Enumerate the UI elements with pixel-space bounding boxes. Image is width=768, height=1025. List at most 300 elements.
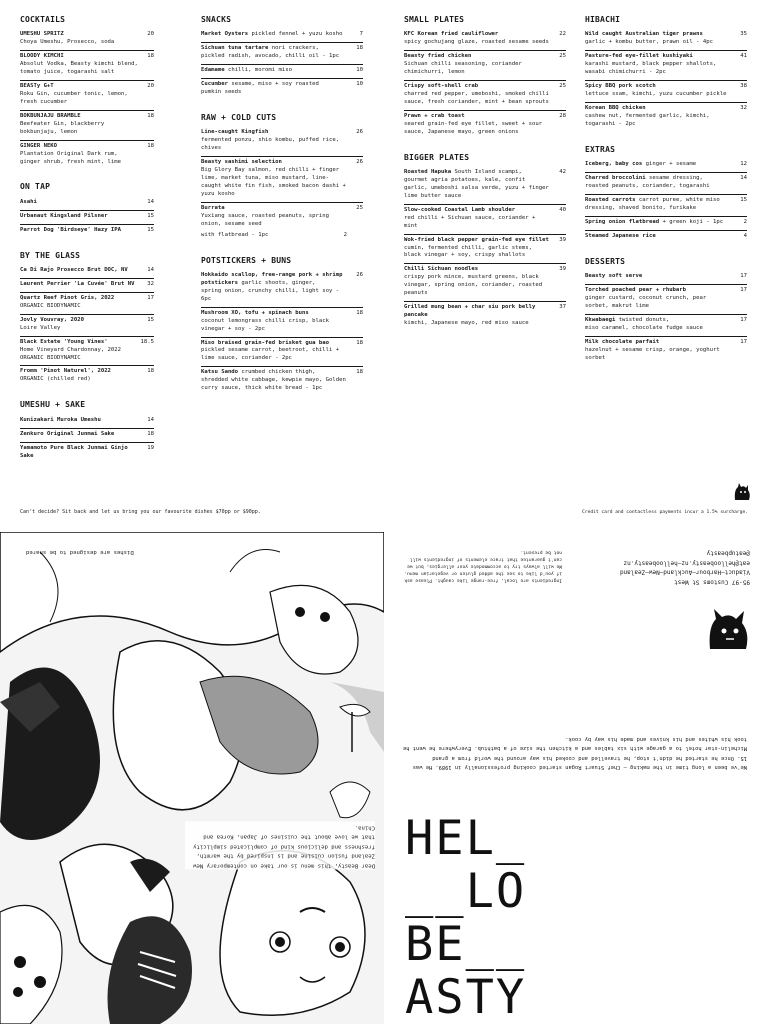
- item-price: 40: [559, 206, 566, 213]
- address-line-2: Viaduct—Harbour—Auckland—New—Zealand: [619, 568, 750, 576]
- item-extra-label: with flatbread - 1pc: [201, 231, 269, 238]
- item-inline-desc: nori crackers,: [271, 45, 319, 52]
- menu-item-list: [201, 29, 363, 100]
- item-price: 20: [147, 83, 154, 90]
- item-name: Prawn + crab toast: [404, 112, 465, 119]
- menu-item: [585, 337, 747, 366]
- item-description: Plantation Original Dark rum, ginger shrub, fresh mint, lime: [20, 150, 122, 165]
- item-name: Grilled mung bean + char siu pork belly pancake: [404, 304, 536, 319]
- item-name: Korean BBQ chicken: [585, 104, 646, 111]
- menu-item-list: [20, 415, 154, 464]
- item-description: karashi mustard, black pepper shallots, wasabi chimichurri - 2pc: [585, 61, 717, 76]
- item-heading: [20, 431, 138, 439]
- intro-paragraph: Dear Beasty, this menu is our take on contemporary New Zealand fusion cuisine and is inspired by the warmth, freshness and delicious kind of complicated simplicity that we love about the cuisines of Japan, Korea and China.: [185, 822, 375, 870]
- item-name: BLOODY KIMCHI: [20, 53, 64, 60]
- item-inline-desc: sesame, miso + soy roasted: [231, 81, 319, 88]
- menu-item: [20, 279, 154, 293]
- menu-item: [585, 173, 747, 195]
- item-heading: [404, 83, 550, 91]
- address-line-1: 95-97 Customs St West: [674, 578, 750, 586]
- menu-item: [585, 159, 747, 173]
- item-name: Chilli Sichuan noodles: [404, 266, 479, 273]
- item-name: Quartz Reef Pinot Gris, 2022: [20, 294, 115, 301]
- item-description: Big Glory Bay salmon, red chilli + finger lime, market tuna, miso mustard, line-caught white fin fish, smoked bacon dashi + yuzu kosho: [201, 167, 346, 197]
- item-name: Pasture-fed eye-fillet kushiyaki: [585, 53, 693, 60]
- item-name: Iceberg, baby cos: [585, 161, 643, 168]
- item-heading: [20, 281, 138, 289]
- item-description: lettuce ssam, kimchi, yuzu cucumber pickle: [585, 90, 727, 97]
- item-heading: [20, 295, 138, 303]
- item-name: Yamamoto Pure Black Junmai Ginjo Sake: [20, 444, 128, 459]
- item-heading: [404, 237, 550, 245]
- menu-item: [20, 429, 154, 443]
- item-heading: [201, 129, 347, 137]
- item-price: 14: [147, 416, 154, 423]
- item-heading: [20, 113, 138, 121]
- menu-item-list: [20, 265, 154, 387]
- menu-item: [585, 29, 747, 51]
- menu-item: [20, 141, 154, 170]
- item-heading: [585, 197, 731, 205]
- allergy-note: Ingredients are local, free-range like caught. Please ask if you'd like to see the added gluten or vegetarian menu. We will always try to accommodate your allergies, but we can't guarantee that trace elements of ingredients will not be present.: [404, 549, 562, 583]
- item-price: 25: [559, 53, 566, 60]
- menu-column-hibachi: [585, 14, 747, 377]
- item-price: 18: [147, 430, 154, 437]
- item-name: Edamame: [201, 67, 225, 74]
- menu-item: [20, 51, 154, 81]
- item-price: 26: [356, 271, 363, 278]
- menu-item-list: [585, 29, 747, 131]
- item-name: Spicy BBQ pork scotch: [585, 83, 656, 90]
- item-description: ORGANIC (chilled red): [20, 376, 91, 383]
- item-heading: [404, 113, 550, 121]
- menu-column-snacks: [201, 14, 363, 408]
- menu-item: [20, 315, 154, 337]
- item-name: Katsu Sando: [201, 369, 239, 376]
- surcharge-note: Credit card and contactless payments incur a 1.5% surcharge.: [582, 510, 748, 515]
- menu-item-list: [20, 197, 154, 238]
- menu-item: [404, 29, 566, 51]
- item-price: 18: [147, 142, 154, 149]
- item-price: 17: [740, 338, 747, 345]
- item-name: Beasty sashimi selection: [201, 159, 282, 166]
- item-heading: [585, 31, 731, 39]
- item-heading: [404, 304, 550, 320]
- menu-item: [20, 81, 154, 111]
- item-price: 39: [559, 266, 566, 273]
- beast-mascot-small-icon: [733, 482, 751, 502]
- item-name: Parrot Dog 'Birdseye' Hazy IPA: [20, 226, 122, 233]
- item-heading: [20, 317, 138, 325]
- menu-item: [20, 443, 154, 464]
- item-name: Asahi: [20, 198, 37, 205]
- menu-section: [585, 14, 747, 132]
- item-extra-price: 2: [343, 231, 347, 238]
- menu-item: [404, 302, 566, 331]
- menu-item: [585, 103, 747, 132]
- item-description: Sichuan chilli seasoning, coriander chimichurri, lemon: [404, 61, 522, 76]
- item-price: 15: [147, 226, 154, 233]
- menu-item: [585, 231, 747, 244]
- menu-item: [20, 415, 154, 429]
- menu-item-list: [585, 159, 747, 244]
- item-description: cumin, fermented chilli, garlic stems, black vinegar + soy, crispy shallots: [404, 244, 532, 259]
- illustration-panel: [0, 532, 384, 1024]
- item-heading: [20, 445, 138, 461]
- item-description: kimchi, Japanese mayo, red miso sauce: [404, 320, 529, 327]
- brand-wordmark: [405, 812, 526, 1024]
- item-price: 35: [740, 31, 747, 38]
- item-heading: [585, 83, 731, 91]
- menu-item: [201, 43, 363, 65]
- item-price: 15: [147, 316, 154, 323]
- item-heading: [20, 339, 138, 347]
- item-price: 18: [147, 368, 154, 375]
- item-heading: [404, 207, 550, 215]
- item-heading: [201, 369, 347, 377]
- menu-section: [20, 250, 154, 388]
- item-name: Beasty fried chicken: [404, 53, 472, 60]
- brand-line-2: __LO: [405, 864, 527, 920]
- item-heading: [201, 81, 347, 89]
- menu-item-list: [585, 271, 747, 365]
- item-name: Black Estate 'Young Vines': [20, 338, 108, 345]
- item-inline-desc: twisted donuts,: [618, 316, 670, 323]
- item-heading: [20, 199, 138, 207]
- item-name: Milk chocolate parfait: [585, 338, 660, 345]
- item-heading: [585, 53, 731, 61]
- item-description: pickled radish, avocado, chilli oil - 1pc: [201, 53, 340, 60]
- menu-item: [20, 337, 154, 367]
- item-price: 4: [743, 232, 747, 239]
- item-description: Beefeater Gin, blackberry bokbunjaju, lemon: [20, 120, 105, 135]
- item-description: pickled sesame carrot, beetroot, chilli + lime sauce, coriander - 2pc: [201, 347, 340, 362]
- menu-item: [585, 81, 747, 103]
- item-description: Choya Umeshu, Prosecco, soda: [20, 39, 115, 46]
- item-description: seared grain-fed eye fillet, sweet + sour sauce, Japanese mayo, green onions: [404, 120, 543, 135]
- item-description: fermented ponzu, shio kombu, puffed rice, chives: [201, 137, 340, 152]
- item-name: Line-caught Kingfish: [201, 129, 269, 136]
- item-name: Miso braised grain-fed brisket gua bao: [201, 339, 329, 346]
- item-name: Kkwabaegi: [585, 316, 616, 323]
- menu-item-list: [404, 29, 566, 139]
- item-inline-desc: ginger + sesame: [645, 161, 697, 168]
- item-price: 32: [147, 280, 154, 287]
- menu-item-list: [201, 127, 363, 242]
- item-description: Roku Gin, cucumber tonic, lemon, fresh cucumber: [20, 90, 128, 105]
- menu-item: [404, 264, 566, 302]
- item-heading: [20, 83, 138, 91]
- menu-section: [201, 14, 363, 100]
- brand-line-1: HEL_: [405, 811, 527, 866]
- chef-story: We've been a long time in the making — Chef Stuart Rogan started cooking professionally in 1989. He was 15. Once he started he didn't stop, he travelled and cooked his way around the world from a grand Michelin-star hotel to a garage with six tables and a kitchen the size of a bathtub. Everywhere he went he took his whites and his knives and made his way by cook.: [402, 735, 747, 770]
- item-description: red chilli + Sichuan sauce, coriander + mint: [404, 214, 536, 229]
- menu-item: [404, 235, 566, 265]
- menu-item: [20, 29, 154, 51]
- item-description: roasted peanuts, coriander, togarashi: [585, 182, 710, 189]
- item-name: Jovly Vouvray, 2020: [20, 316, 84, 323]
- item-price: 14: [147, 267, 154, 274]
- menu-item-list: [20, 29, 154, 169]
- item-heading: [20, 143, 138, 151]
- menu-item: [201, 65, 363, 79]
- menu-item: [20, 225, 154, 238]
- brand-line-3: BE__: [405, 917, 527, 973]
- item-price: 12: [740, 161, 747, 168]
- item-description: crispy pork mince, mustard greens, black vinegar, spring onion, coriander, roasted peanuts: [404, 274, 543, 297]
- item-price: 18: [356, 339, 363, 346]
- section-title: UMESHU + SAKE: [20, 400, 86, 410]
- menu-item: [201, 338, 363, 368]
- menu-section: [585, 256, 747, 366]
- item-inline-desc: sesame dressing,: [649, 175, 703, 182]
- item-heading: [201, 310, 347, 318]
- menu-item-list: [201, 270, 363, 396]
- item-name: Fromm 'Pinot Naturel', 2022: [20, 368, 111, 375]
- item-price: 17: [740, 286, 747, 293]
- item-name: Market Oysters: [201, 31, 249, 38]
- item-name: Kunizakari Muroka Umeshu: [20, 416, 101, 423]
- contact-block: [580, 548, 750, 586]
- item-price: 39: [559, 236, 566, 243]
- section-title: RAW + COLD CUTS: [201, 112, 277, 122]
- item-description: pumkin seeds: [201, 89, 242, 96]
- item-name: KFC Korean fried cauliflower: [404, 31, 499, 38]
- item-description: miso caramel, chocolate fudge sauce: [585, 324, 703, 331]
- item-heading: [585, 273, 731, 281]
- menu-item: [585, 51, 747, 81]
- item-name: Burrata: [201, 204, 225, 211]
- item-name: Crispy soft-shell crab: [404, 83, 479, 90]
- section-title: BIGGER PLATES: [404, 152, 470, 162]
- item-name: Steamed Japanese rice: [585, 232, 656, 239]
- item-name: Torched poached pear + rhubarb: [585, 286, 687, 293]
- item-price: 32: [740, 104, 747, 111]
- item-name: Urbanaut Kingsland Pilsner: [20, 212, 108, 219]
- section-title: SNACKS: [201, 15, 232, 24]
- menu-item-list: [404, 167, 566, 331]
- item-inline-desc: chilli, moromi miso: [227, 67, 292, 74]
- menu-section: [585, 144, 747, 244]
- item-price: 10: [356, 67, 363, 74]
- item-inline-desc: carrot puree, white miso: [638, 196, 720, 203]
- section-title: POTSTICKERS + BUNS: [201, 255, 292, 265]
- menu-item: [585, 285, 747, 315]
- item-description: gourmet agria potatoes, kale, confit garlic, umeboshi salsa verde, yuzu + finger lime butter sauce: [404, 176, 549, 199]
- item-price: 17: [147, 294, 154, 301]
- item-heading: [20, 417, 138, 425]
- item-price: 42: [559, 169, 566, 176]
- menu-item: [404, 51, 566, 81]
- menu-section: [201, 112, 363, 243]
- item-description: spicy gochujang glaze, roasted sesame seeds: [404, 39, 549, 46]
- item-price: 18: [147, 53, 154, 60]
- item-description: shredded white cabbage, kewpie mayo, Golden curry sauce, thick white bread - 1pc: [201, 377, 346, 392]
- item-price: 25: [356, 204, 363, 211]
- item-name: Mushroom XO, tofu + spinach buns: [201, 309, 309, 316]
- item-heading: [20, 53, 138, 61]
- item-price: 41: [740, 53, 747, 60]
- item-price: 15: [147, 212, 154, 219]
- item-heading: [585, 233, 731, 241]
- item-price: 17: [740, 316, 747, 323]
- item-description: Absolut Vodka, Beasty kimchi blend, tomato juice, togarashi salt: [20, 61, 138, 76]
- item-heading: [20, 31, 138, 39]
- item-price: 25: [559, 83, 566, 90]
- menu-item: [201, 270, 363, 308]
- item-heading: [201, 31, 347, 39]
- sharing-note: Dishes are designed to be shared: [26, 548, 134, 555]
- menu-item: [585, 195, 747, 217]
- item-description: dressing, shaved bonito, furikake: [585, 204, 697, 211]
- item-price: 22: [559, 31, 566, 38]
- menu-item: [404, 205, 566, 235]
- section-title: DESSERTS: [585, 256, 626, 266]
- item-heading: [20, 213, 138, 221]
- item-heading: [20, 267, 138, 275]
- menu-section: [201, 255, 363, 397]
- item-price: 26: [356, 159, 363, 166]
- menu-item: [20, 293, 154, 315]
- item-inline-desc: pickled fennel + yuzu kosho: [251, 31, 343, 38]
- menu-section: [20, 181, 154, 237]
- item-price: 18.5: [140, 338, 154, 345]
- item-name: BOKBUNJAJU BRAMBLE: [20, 112, 81, 119]
- item-heading: [201, 340, 347, 348]
- item-price: 7: [359, 31, 363, 38]
- item-description: Home Vineyard Chardonnay, 2022 ORGANIC BIODYNAMIC: [20, 346, 122, 361]
- item-price: 18: [356, 309, 363, 316]
- section-title: EXTRAS: [585, 144, 616, 154]
- item-name: Laurent Perrier 'La Cuvée' Brut NV: [20, 280, 135, 287]
- item-description: Loire Valley: [20, 324, 61, 331]
- item-heading: [585, 161, 731, 169]
- item-heading: [404, 31, 550, 39]
- section-title: COCKTAILS: [20, 15, 66, 24]
- menu-item: [201, 79, 363, 100]
- item-name: Roasted carrots: [585, 196, 636, 203]
- menu-section: [404, 152, 566, 331]
- brand-line-4: ASTY: [405, 970, 527, 1025]
- set-menu-note: Can't decide? Sit back and let us bring you our favourite dishes $70pp or $90pp.: [20, 509, 261, 515]
- item-name: Sichuan tuna tartare: [201, 45, 269, 52]
- item-heading: [585, 287, 731, 295]
- menu-item: [201, 29, 363, 43]
- menu-section: [404, 14, 566, 140]
- item-price: 18: [356, 45, 363, 52]
- menu-item: [201, 203, 363, 243]
- item-name: Zenkuro Original Junmai Sake: [20, 430, 115, 437]
- item-name: Wild caught Australian tiger prawns: [585, 31, 703, 38]
- item-price: 20: [147, 31, 154, 38]
- item-price: 37: [559, 304, 566, 311]
- item-description: coconut lemongrass chilli crisp, black vinegar + soy - 2pc: [201, 317, 329, 332]
- item-name: Cucumber: [201, 81, 228, 88]
- item-name: Charred broccolini: [585, 175, 646, 182]
- item-name: BEASTy G+T: [20, 83, 54, 90]
- menu-item: [201, 127, 363, 157]
- item-heading: [404, 266, 550, 274]
- section-title: BY THE GLASS: [20, 250, 81, 260]
- item-heading: [201, 272, 347, 288]
- item-description: garlic + kombu butter, prawn oil - 4pc: [585, 39, 713, 46]
- item-heading: [201, 67, 347, 75]
- item-description: spring onion, crunchy chilli, light soy - 6pc: [201, 287, 340, 302]
- item-inline-desc: + green koji - 1pc: [662, 218, 724, 225]
- item-price: 26: [356, 129, 363, 136]
- menu-item: [20, 111, 154, 141]
- menu-item: [585, 217, 747, 231]
- section-title: ON TAP: [20, 182, 51, 192]
- website-line: eat@helloobeasty.nz—helloobeasty.nz: [623, 559, 750, 567]
- beast-mascot-icon: [706, 605, 750, 653]
- menu-section: [20, 399, 154, 463]
- item-description: hazelnut + sesame crisp, orange, yoghurt sorbet: [585, 346, 720, 361]
- item-heading: [585, 317, 731, 325]
- item-name: Beasty soft serve: [585, 273, 643, 280]
- item-description: cashew nut, fermented garlic, kimchi, togarashi - 2pc: [585, 112, 710, 127]
- menu-item: [404, 81, 566, 111]
- item-description: ORGANIC BIODYNAMIC: [20, 302, 81, 309]
- section-title: HIBACHI: [585, 15, 621, 24]
- item-description: ginger custard, coconut crunch, pear sorbet, makrut lime: [585, 294, 707, 309]
- item-description: charred red pepper, umeboshi, smoked chilli sauce, fresh coriander, mint + bean sprouts: [404, 90, 549, 105]
- illustration-art: [0, 532, 384, 1024]
- menu-item: [404, 111, 566, 140]
- item-heading: [201, 45, 347, 53]
- item-heading: [585, 339, 731, 347]
- item-price: 19: [147, 444, 154, 451]
- item-inline-desc: South Island scampi,: [454, 169, 522, 176]
- item-name: Hokkaido scallop, free-range pork + shrimp potstickers: [201, 271, 343, 286]
- menu-item: [585, 271, 747, 285]
- item-heading: [404, 53, 550, 61]
- item-price: 18: [147, 112, 154, 119]
- item-price: 38: [740, 83, 747, 90]
- item-price: 18: [356, 369, 363, 376]
- menu-column-drinks: [20, 14, 154, 475]
- item-heading: [20, 227, 138, 235]
- menu-item: [20, 211, 154, 225]
- menu-item: [20, 197, 154, 211]
- item-name: GINGER NEKO: [20, 142, 58, 149]
- menu-item: [404, 167, 566, 205]
- menu-item: [201, 308, 363, 338]
- item-price: 14: [147, 198, 154, 205]
- item-price: 28: [559, 112, 566, 119]
- item-heading: [585, 175, 731, 183]
- item-name: Slow-cooked Coastal Lamb shoulder: [404, 206, 516, 213]
- menu-section: [20, 14, 154, 169]
- item-heading: [201, 205, 347, 213]
- item-price: 10: [356, 81, 363, 88]
- menu-item: [201, 367, 363, 396]
- item-description: Yuxiang sauce, roasted peanuts, spring onion, sesame seed: [201, 212, 329, 227]
- item-name: Wok-fried black pepper grain-fed eye fillet: [404, 236, 549, 243]
- item-heading: [585, 219, 731, 227]
- menu-item: [20, 366, 154, 387]
- menu-column-plates: [404, 14, 566, 343]
- menu-item: [201, 157, 363, 203]
- item-name: Roasted Hapuka: [404, 169, 452, 176]
- item-price: 2: [743, 218, 747, 225]
- item-name: UMESHU SPRITZ: [20, 31, 64, 38]
- item-heading: [201, 159, 347, 167]
- item-inline-desc: garlic shoots, ginger,: [241, 279, 316, 286]
- item-name: Ca Di Rajo Prosecco Brut DOC, NV: [20, 267, 128, 274]
- item-heading: [20, 368, 138, 376]
- item-heading: [585, 105, 731, 113]
